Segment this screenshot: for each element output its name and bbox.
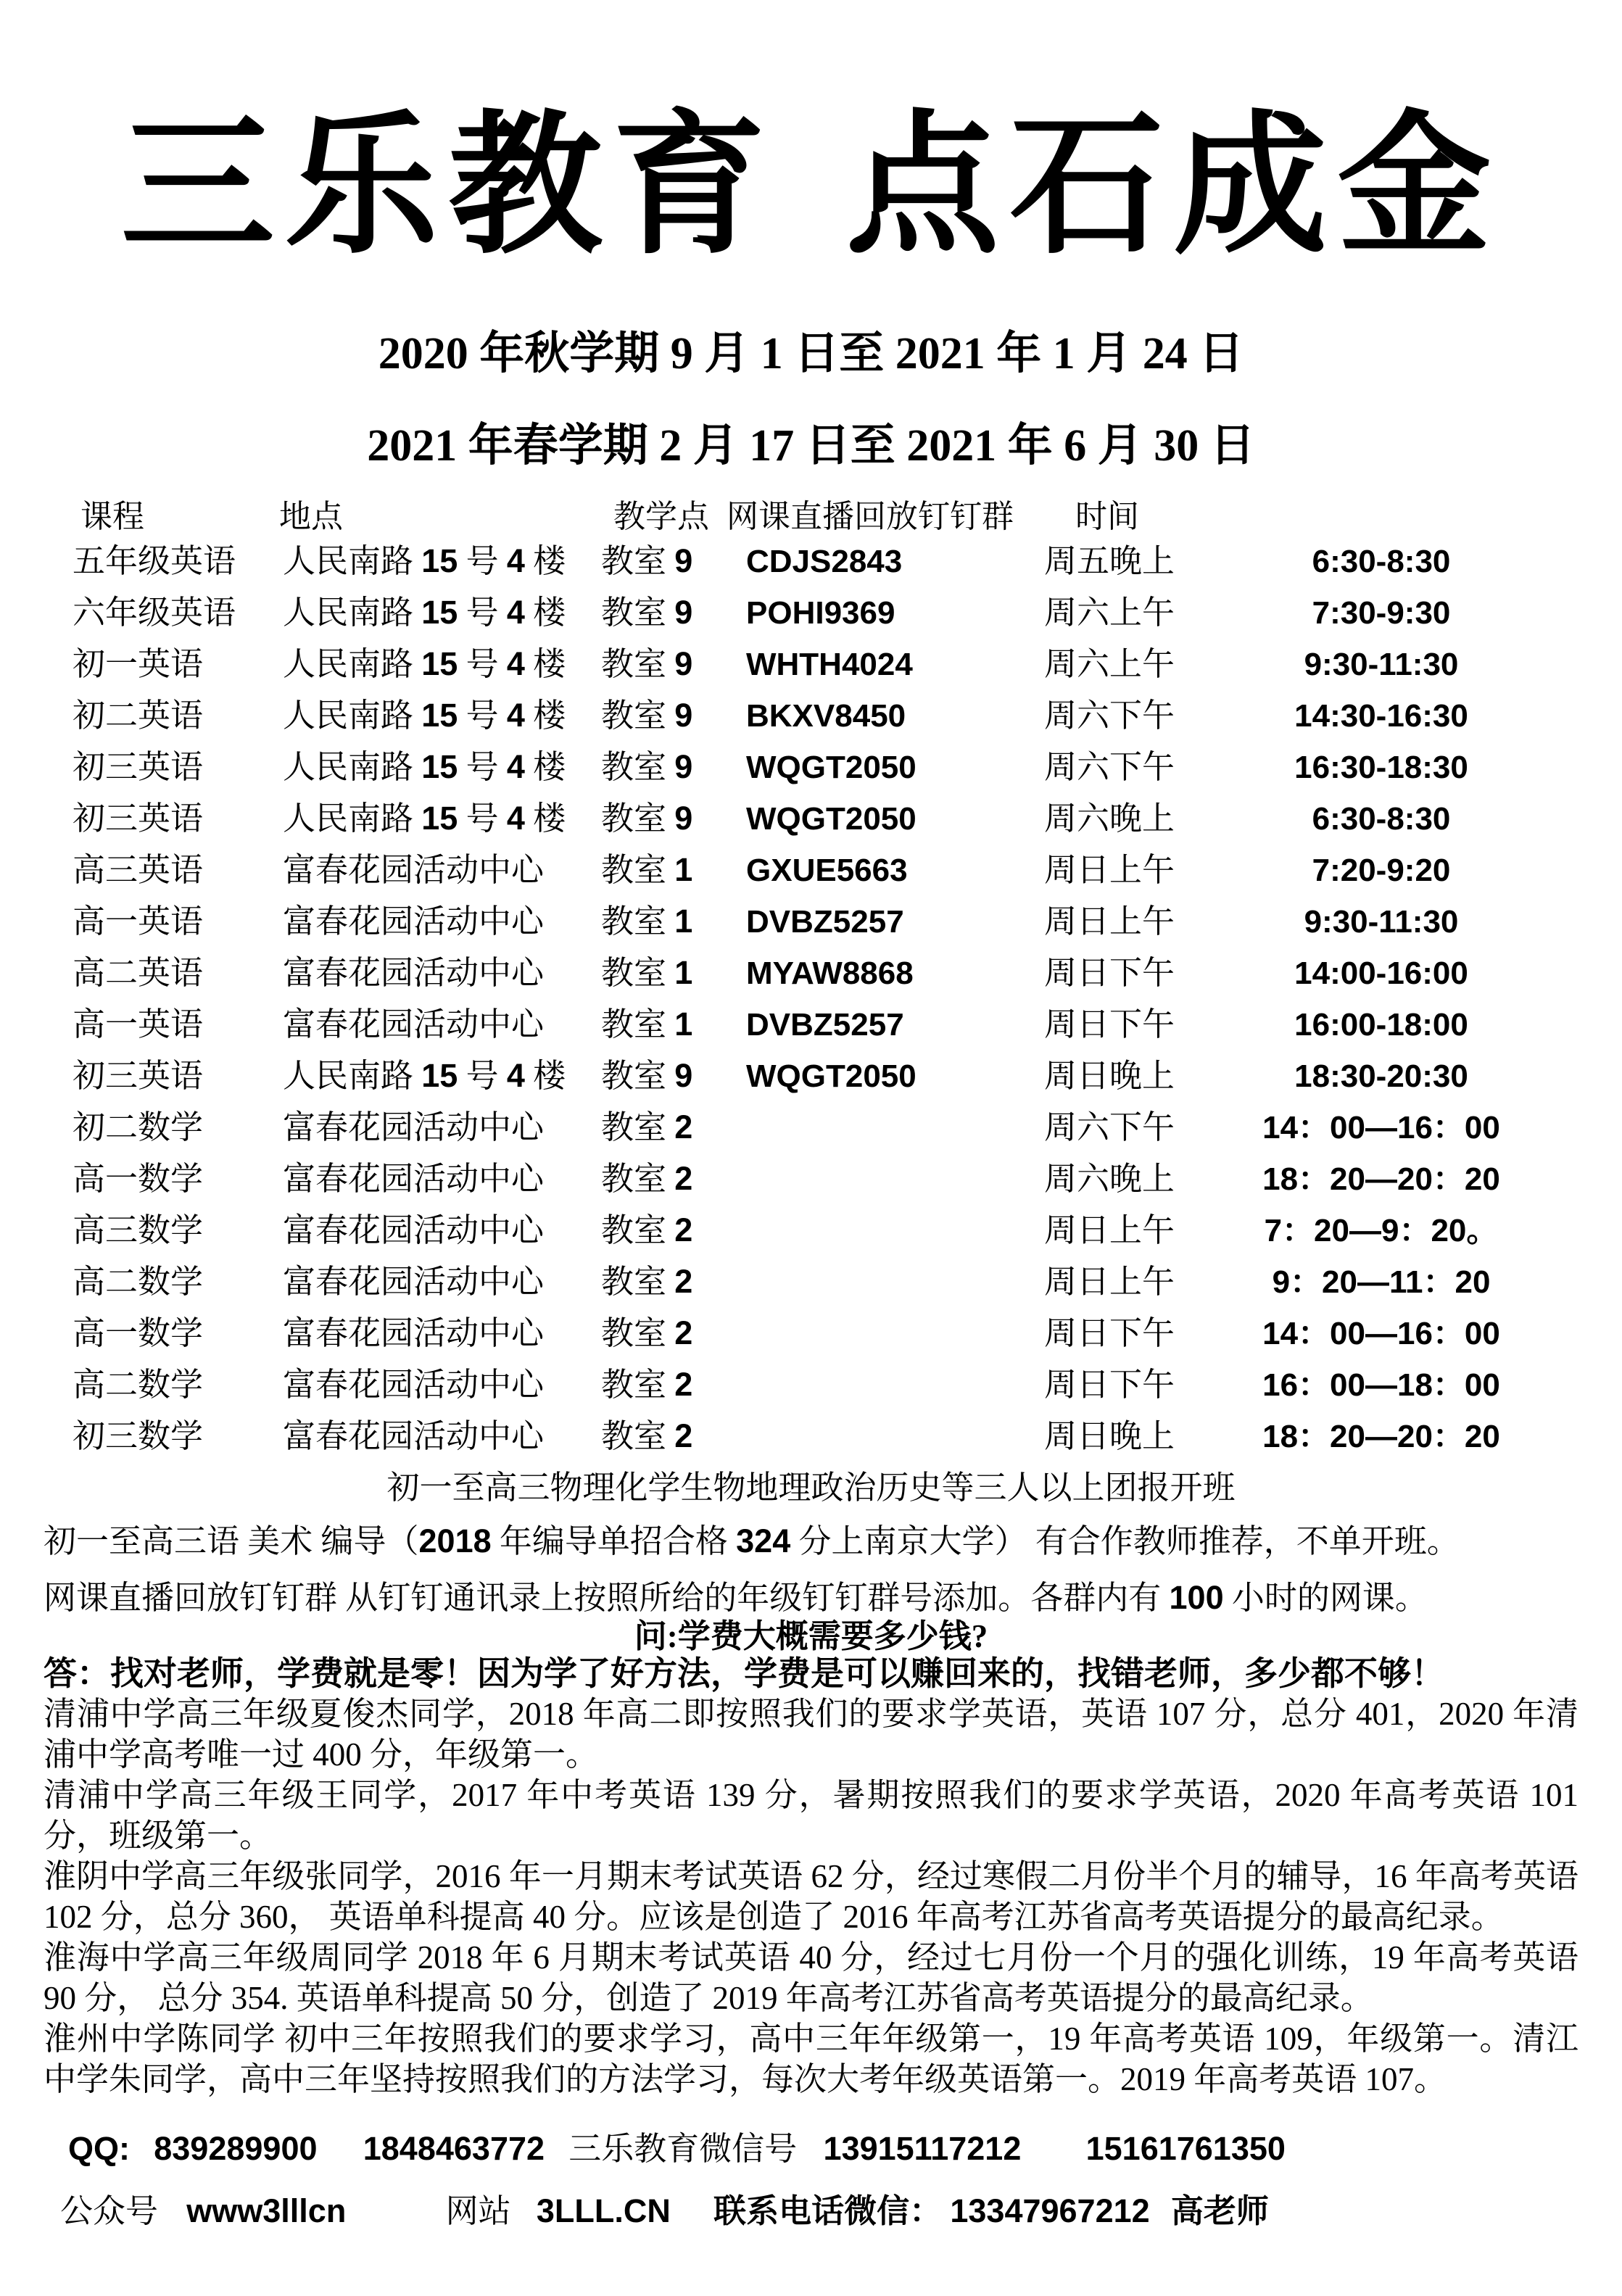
table-row	[0, 1101, 1622, 1153]
testimonial-paragraph: 清浦中学高三年级王同学，2017 年中考英语 139 分，暑期按照我们的要求学英语，2020 年高考英语 101 分，班级第一。	[44, 1777, 1578, 1854]
table-row	[0, 1359, 1622, 1410]
wechat-number: 15161761350	[1085, 2130, 1286, 2167]
location-cell: 人民南路 15 号 4 楼	[283, 1057, 566, 1094]
course-cell: 初三数学	[73, 1417, 204, 1454]
classroom-cell: 教室 2	[601, 1417, 693, 1454]
day-cell: 周日上午	[1044, 1263, 1175, 1300]
dingtalk-group-cell: GXUE5663	[746, 852, 908, 888]
header-site: 教学点	[613, 499, 709, 534]
header-course: 课程	[80, 499, 144, 534]
contact-phone-label: 联系电话微信：	[713, 2193, 943, 2229]
classroom-cell: 教室 1	[601, 954, 693, 991]
day-cell: 周六上午	[1044, 645, 1175, 682]
location-cell: 富春花园活动中心	[283, 1160, 545, 1197]
classroom-cell: 教室 2	[601, 1263, 693, 1300]
dingtalk-group-cell: WQGT2050	[746, 1058, 916, 1094]
table-row	[0, 1256, 1622, 1307]
header-time: 时间	[1075, 499, 1139, 534]
header-location: 地点	[279, 499, 343, 534]
table-row	[0, 741, 1622, 792]
location-cell: 富春花园活动中心	[283, 1211, 545, 1248]
day-cell: 周日下午	[1044, 1006, 1175, 1043]
table-row	[0, 1410, 1622, 1462]
schedule-header-row	[0, 499, 1622, 535]
table-row	[0, 587, 1622, 638]
classroom-cell: 教室 9	[601, 800, 693, 837]
testimonial-paragraph: 淮阴中学高三年级张同学，2016 年一月期末考试英语 62 分，经过寒假二月份半个月的辅导，16 年高考英语 102 分，总分 360， 英语单科提高 40 分。应该是创造了 2016 年高考江苏省高考英语提分的最高纪录。	[44, 1858, 1578, 1935]
location-cell: 人民南路 15 号 4 楼	[283, 594, 566, 631]
location-cell: 富春花园活动中心	[283, 1417, 545, 1454]
day-cell: 周六晚上	[1044, 1160, 1175, 1197]
time-cell: 6:30-8:30	[1312, 543, 1451, 579]
time-cell: 9:30-11:30	[1304, 903, 1459, 940]
contact-line-qq	[0, 2129, 1622, 2169]
time-cell: 14:30-16:30	[1294, 697, 1468, 734]
time-cell: 16：00—18：00	[1262, 1367, 1500, 1403]
course-cell: 五年级英语	[73, 542, 236, 579]
qq-number: 839289900	[154, 2130, 318, 2167]
location-cell: 富春花园活动中心	[283, 1366, 545, 1403]
location-cell: 人民南路 15 号 4 楼	[283, 748, 566, 785]
dingtalk-group-cell: DVBZ5257	[746, 903, 904, 940]
day-cell: 周六下午	[1044, 748, 1175, 785]
time-cell: 9：20—11：20	[1272, 1264, 1491, 1300]
website-url: 3LLL.CN	[536, 2192, 671, 2229]
location-cell: 人民南路 15 号 4 楼	[283, 542, 566, 579]
tuition-answer: 答：找对老师，学费就是零！因为学了好方法，学费是可以赚回来的，找错老师，多少都不够！	[44, 1655, 1444, 1692]
testimonial-paragraph: 清浦中学高三年级夏俊杰同学，2018 年高二即按照我们的要求学英语，英语 107 分，总分 401，2020 年清浦中学高考唯一过 400 分，年级第一。	[44, 1696, 1578, 1773]
day-cell: 周日晚上	[1044, 1417, 1175, 1454]
header-dingtalk-group: 网课直播回放钉钉群	[727, 499, 1014, 534]
table-row	[0, 844, 1622, 895]
classroom-cell: 教室 1	[601, 903, 693, 940]
location-cell: 富春花园活动中心	[283, 1006, 545, 1043]
time-cell: 18：20—20：20	[1262, 1161, 1500, 1197]
time-cell: 18:30-20:30	[1294, 1058, 1468, 1094]
dingtalk-group-cell: WHTH4024	[746, 646, 913, 682]
location-cell: 富春花园活动中心	[283, 954, 545, 991]
time-cell: 9:30-11:30	[1304, 646, 1459, 682]
classroom-cell: 教室 1	[601, 851, 693, 888]
dingtalk-group-cell: CDJS2843	[746, 543, 903, 579]
day-cell: 周日上午	[1044, 1211, 1175, 1248]
course-cell: 初一英语	[73, 645, 204, 682]
qq-label: QQ:	[68, 2130, 130, 2167]
day-cell: 周日下午	[1044, 1366, 1175, 1403]
time-cell: 7：20—9：20。	[1264, 1212, 1499, 1248]
official-account-label: 公众号	[60, 2193, 159, 2229]
day-cell: 周日上午	[1044, 903, 1175, 940]
day-cell: 周日下午	[1044, 954, 1175, 991]
table-row	[0, 1307, 1622, 1359]
table-row	[0, 638, 1622, 689]
title-brand: 三乐教育	[120, 101, 777, 272]
qq-number: 1848463772	[363, 2130, 545, 2167]
time-cell: 16:30-18:30	[1294, 749, 1468, 785]
wechat-label: 三乐教育微信号	[568, 2131, 798, 2167]
testimonial-paragraph: 淮州中学陈同学 初中三年按照我们的要求学习，高中三年年级第一，19 年高考英语 109，年级第一。清江中学朱同学，高中三年坚持按照我们的方法学习，每次大考年级英语第一。2019 年高考英语 107。	[44, 2021, 1578, 2097]
teacher-name: 高老师	[1170, 2193, 1269, 2229]
location-cell: 人民南路 15 号 4 楼	[283, 800, 566, 837]
classroom-cell: 教室 2	[601, 1314, 693, 1351]
official-account-id: www3lllcn	[186, 2192, 347, 2229]
day-cell: 周六下午	[1044, 1108, 1175, 1145]
course-cell: 高二数学	[73, 1366, 204, 1403]
table-row	[0, 998, 1622, 1050]
table-row	[0, 792, 1622, 844]
classroom-cell: 教室 1	[601, 1006, 693, 1043]
course-cell: 高二英语	[73, 954, 204, 991]
course-cell: 高二数学	[73, 1263, 204, 1300]
contact-phone-number: 13347967212	[950, 2192, 1150, 2229]
day-cell: 周六下午	[1044, 697, 1175, 734]
course-cell: 高三数学	[73, 1211, 204, 1248]
day-cell: 周六上午	[1044, 594, 1175, 631]
semester-dates-spring: 2021 年春学期 2 月 17 日至 2021 年 6 月 30 日	[367, 421, 1255, 471]
table-row	[0, 535, 1622, 587]
table-row	[0, 895, 1622, 947]
classroom-cell: 教室 9	[601, 594, 693, 631]
classroom-cell: 教室 2	[601, 1160, 693, 1197]
art-course-note: 初一至高三语 美术 编导（2018 年编导单招合格 324 分上南京大学） 有合作教师推荐，不单开班。	[44, 1522, 1460, 1559]
day-cell: 周五晚上	[1044, 542, 1175, 579]
course-cell: 初二数学	[73, 1108, 204, 1145]
table-row	[0, 1204, 1622, 1256]
classroom-cell: 教室 9	[601, 748, 693, 785]
location-cell: 富春花园活动中心	[283, 1263, 545, 1300]
time-cell: 14:00-16:00	[1294, 955, 1468, 991]
course-cell: 高一数学	[73, 1160, 204, 1197]
day-cell: 周日下午	[1044, 1314, 1175, 1351]
location-cell: 富春花园活动中心	[283, 1314, 545, 1351]
course-cell: 初三英语	[73, 800, 204, 837]
dingtalk-group-cell: WQGT2050	[746, 749, 916, 785]
group-enroll-note: 初一至高三物理化学生物地理政治历史等三人以上团报开班	[386, 1470, 1236, 1506]
classroom-cell: 教室 2	[601, 1366, 693, 1403]
course-cell: 高一英语	[73, 903, 204, 940]
testimonials	[0, 1694, 1622, 2100]
dingtalk-group-cell: MYAW8868	[746, 955, 914, 991]
classroom-cell: 教室 9	[601, 697, 693, 734]
location-cell: 富春花园活动中心	[283, 903, 545, 940]
website-label: 网站	[445, 2193, 511, 2229]
testimonial-paragraph: 淮海中学高三年级周同学 2018 年 6 月期末考试英语 40 分，经过七月份一个月的强化训练，19 年高考英语 90 分， 总分 354. 英语单科提高 50 分，创造了 2019 年高考江苏省高考英语提分的最高纪录。	[44, 1939, 1578, 2016]
tuition-question: 问:学费大概需要多少钱?	[634, 1618, 988, 1654]
time-cell: 14：00—16：00	[1262, 1109, 1500, 1145]
classroom-cell: 教室 2	[601, 1211, 693, 1248]
table-row	[0, 947, 1622, 998]
dingtalk-group-cell: WQGT2050	[746, 800, 916, 837]
contact-line-web	[0, 2191, 1622, 2231]
wechat-number: 13915117212	[823, 2130, 1022, 2167]
classroom-cell: 教室 2	[601, 1108, 693, 1145]
table-row	[0, 1050, 1622, 1101]
classroom-cell: 教室 9	[601, 1057, 693, 1094]
dingtalk-group-cell: POHI9369	[746, 594, 895, 631]
page-title	[0, 86, 1622, 289]
dingtalk-note: 网课直播回放钉钉群 从钉钉通讯录上按照所给的年级钉钉群号添加。各群内有 100 小时的网课。	[44, 1579, 1428, 1616]
time-cell: 7:30-9:30	[1312, 594, 1451, 631]
day-cell: 周六晚上	[1044, 800, 1175, 837]
time-cell: 14：00—16：00	[1262, 1315, 1500, 1351]
course-cell: 初三英语	[73, 1057, 204, 1094]
title-slogan: 点石成金	[845, 101, 1502, 272]
schedule-table	[0, 535, 1622, 1462]
day-cell: 周日上午	[1044, 851, 1175, 888]
table-row	[0, 1153, 1622, 1204]
table-row	[0, 689, 1622, 741]
course-cell: 高三英语	[73, 851, 204, 888]
location-cell: 富春花园活动中心	[283, 851, 545, 888]
course-cell: 高一数学	[73, 1314, 204, 1351]
time-cell: 6:30-8:30	[1312, 800, 1451, 837]
classroom-cell: 教室 9	[601, 645, 693, 682]
course-cell: 六年级英语	[73, 594, 236, 631]
day-cell: 周日晚上	[1044, 1057, 1175, 1094]
course-cell: 高一英语	[73, 1006, 204, 1043]
time-cell: 7:20-9:20	[1312, 852, 1451, 888]
classroom-cell: 教室 9	[601, 542, 693, 579]
course-cell: 初二英语	[73, 697, 204, 734]
location-cell: 富春花园活动中心	[283, 1108, 545, 1145]
location-cell: 人民南路 15 号 4 楼	[283, 645, 566, 682]
location-cell: 人民南路 15 号 4 楼	[283, 697, 566, 734]
semester-dates-fall: 2020 年秋学期 9 月 1 日至 2021 年 1 月 24 日	[378, 329, 1244, 378]
course-cell: 初三英语	[73, 748, 204, 785]
time-cell: 16:00-18:00	[1294, 1006, 1468, 1043]
time-cell: 18：20—20：20	[1262, 1418, 1500, 1454]
dingtalk-group-cell: BKXV8450	[746, 697, 906, 734]
dingtalk-group-cell: DVBZ5257	[746, 1006, 904, 1043]
